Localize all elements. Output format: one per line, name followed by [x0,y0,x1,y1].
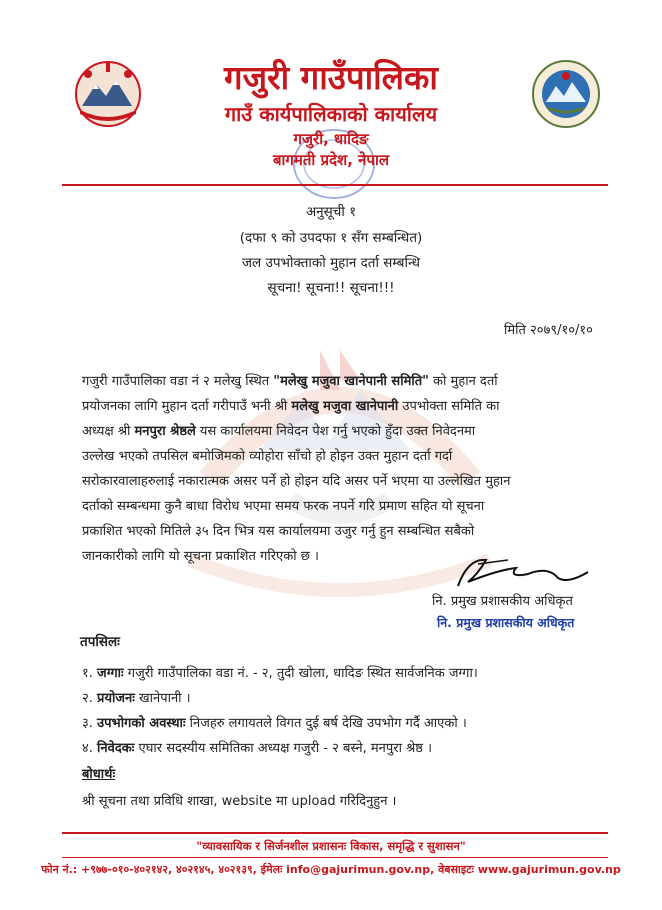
body-line: प्रकाशित भएको मितिले ३५ दिन भित्र यस कार्यालयमा उजुर गर्नु हुन सम्बन्धित सबैको [82,524,475,539]
detail-item: ३. उपभोगको अवस्थाः निजहरु लगायतले विगत दुई बर्ष देखि उपभोग गर्दै आएको । [82,716,467,731]
body-line: उल्लेख भएको तपसिल बमोजिमको व्योहोरा साँचो हो होइन उक्त मुहान दर्ता गर्दा [82,449,453,464]
body-line: अध्यक्ष श्री मनपुरा श्रेष्ठले यस कार्यालयमा निवेदन पेश गर्नु भएको हुँदा उक्त निवेदनमा [82,424,476,439]
detail-item: ४. निवेदकः एघार सदस्यीय समितिका अध्यक्ष गजुरी - २ बस्ने, मनपुरा श्रेष्ठ । [82,741,433,756]
footer-divider [62,857,608,858]
office-title: गजुरी गाउँपालिका [224,58,438,97]
body-line: सरोकारवालाहरुलाई नकारात्मक असर पर्ने हो होइन यदि असर पर्ने भएमा या उल्लेखित मुहान [82,474,511,489]
signatory-role: नि. प्रमुख प्रशासकीय अधिकृत [432,594,573,609]
signatory-stamp-role: नि. प्रमुख प्रशासकीय अधिकृत [437,615,575,630]
subject-heading: जल उपभोक्ताको मुहान दर्ता सम्बन्धि [241,255,421,271]
schedule-heading: अनुसूची १ [305,204,357,220]
notice-heading: सूचना! सूचना!! सूचना!!! [267,280,395,296]
body-line: जानकारीको लागि यो सूचना प्रकाशित गरिएको छ । [82,549,319,564]
footer-slogan: "व्यावसायिक र सिर्जनशील प्रशासनः विकास, समृद्धि र सुशासन" [196,839,466,853]
cc-line: श्री सूचना तथा प्रविधि शाखा, website मा upload गरिदिनुहुन । [82,794,397,809]
body-line: गजुरी गाउँपालिका वडा नं २ मलेखु स्थित "मलेखु मजुवा खानेपानी समिति" को मुहान दर्ता [82,374,498,389]
office-address-line1: गजुरी, धादिङ [293,130,369,148]
office-address-line2: बागमती प्रदेश, नेपाल [272,151,390,169]
footer-contact: फोन नं.: +९७७-०१०-४०२१४२, ४०२१४५, ४०२१३९, ईमेलः info@gajurimun.gov.np, वेबसाइटः www.gajurimun.gov.np [41,863,621,876]
reference-heading: (दफा ९ को उपदफा १ सँग सम्बन्धित) [239,230,423,246]
detail-item: २. प्रयोजनः खानेपानी । [82,691,191,706]
handwritten-signature-icon [438,548,598,592]
body-line: दर्ताको सम्बन्धमा कुनै बाधा विरोध भएमा समय फरक नपर्ने गरि प्रमाण सहित यो सूचना [82,499,485,514]
footer-divider [62,832,608,834]
body-line: प्रयोजनका लागि मुहान दर्ता गरीपाउँ भनी श्री मलेखु मजुवा खानेपानी उपभोक्ता समिति का [82,399,500,414]
details-title: तपसिलः [80,634,120,650]
notice-date: मिति २०७९/१०/१० [504,323,593,338]
header-divider [62,184,608,186]
cc-title: बोधार्थः [82,767,116,782]
detail-item: १. जग्गाः गजुरी गाउँपालिका वडा नं. - २, तुदी खोला, धादिङ स्थित सार्वजनिक जग्गा। [82,666,478,681]
office-subtitle: गाउँ कार्यपालिकाको कार्यालय [224,102,438,126]
